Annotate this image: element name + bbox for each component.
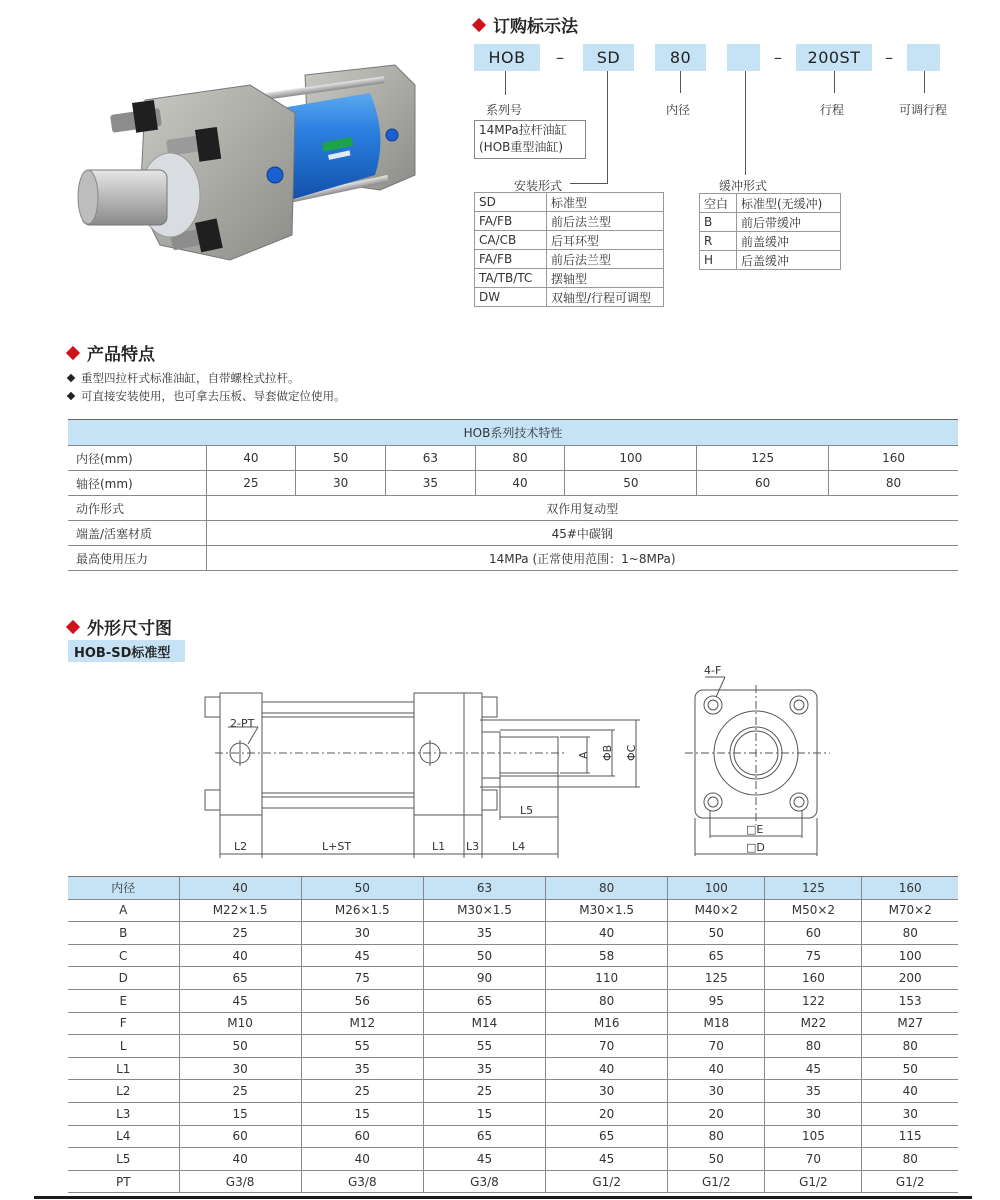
table-row: 端盖/活塞材质 45#中碳钢: [68, 521, 958, 546]
a-label: A: [577, 751, 590, 759]
table-row: CA/CB 后耳环型: [475, 231, 664, 250]
l5-label: L5: [520, 804, 534, 817]
label-bore: 内径: [666, 103, 691, 117]
tech-spec-table: [68, 419, 958, 571]
hydraulic-cylinder-photo: [70, 55, 430, 275]
code-box-adjustable-stroke: [907, 44, 940, 71]
table-row: B 前后带缓冲: [700, 213, 841, 232]
table-row: H 后盖缓冲: [700, 251, 841, 270]
table-row: PT G3/8 G3/8 G3/8 G1/2 G1/2 G1/2 G1/2: [68, 1170, 958, 1193]
dimensions-title-text: 外形尺寸图: [87, 619, 172, 639]
table-row: FA/FB 前后法兰型: [475, 250, 664, 269]
tech-table-header: [68, 420, 958, 446]
leader-line: [924, 71, 925, 93]
series-desc-line: 14MPa拉杆油缸: [479, 123, 567, 137]
table-row: DW 双轴型/行程可调型: [475, 288, 664, 307]
diamond-bullet-icon: [66, 619, 80, 633]
series-description-box: [474, 120, 586, 159]
mount-type-table: [474, 192, 664, 307]
feature-item: 可直接安装使用，也可拿去压板、导套做定位使用。: [68, 388, 346, 404]
label-series: 系列号: [486, 103, 523, 117]
table-row: L1 30 35 35 40 40 45 50: [68, 1057, 958, 1080]
mount-type-title: 安装形式: [514, 179, 563, 193]
code-box-cushion: [727, 44, 760, 71]
code-box-stroke: 200ST: [796, 44, 872, 71]
leader-line: [607, 71, 608, 183]
dimensions-title: [68, 614, 172, 639]
table-row: B 25 30 35 40 50 60 80: [68, 922, 958, 945]
table-row: TA/TB/TC 摆轴型: [475, 269, 664, 288]
table-row: 动作形式 双作用复动型: [68, 496, 958, 521]
lst-label: L+ST: [322, 840, 352, 853]
table-row: F M10 M12 M14 M16 M18 M22 M27: [68, 1012, 958, 1035]
code-dash: –: [885, 48, 893, 67]
front-view-drawing: [680, 660, 840, 860]
code-box-bore: 80: [655, 44, 706, 71]
side-view-drawing: [190, 680, 650, 860]
table-row: 空白 标准型(无缓冲): [700, 194, 841, 213]
leader-line: [834, 71, 835, 93]
table-row: E 45 56 65 80 95 122 153: [68, 989, 958, 1012]
c-label: ΦC: [625, 744, 638, 761]
table-row: FA/FB 前后法兰型: [475, 212, 664, 231]
table-row: L4 60 60 65 65 80 105 115: [68, 1125, 958, 1148]
features-title-text: 产品特点: [87, 345, 155, 365]
leader-line: [745, 71, 746, 175]
l4-label: L4: [512, 840, 526, 853]
f-label: 4-F: [704, 664, 722, 677]
pt-label: 2-PT: [230, 717, 255, 730]
table-row: SD 标准型: [475, 193, 664, 212]
code-box-mount: SD: [583, 44, 634, 71]
table-row: L 50 55 55 70 70 80 80: [68, 1035, 958, 1058]
table-row: D 65 75 90 110 125 160 200: [68, 967, 958, 990]
diamond-bullet-icon: [66, 345, 80, 359]
feature-item: 重型四拉杆式标准油缸，自带螺栓式拉杆。: [68, 370, 300, 386]
table-row: 最高使用压力 14MPa (正常使用范围：1~8MPa): [68, 546, 958, 571]
code-dash: –: [774, 48, 782, 67]
tech-table-title: HOB系列技术特性: [68, 420, 958, 446]
model-subtitle-tag: HOB-SD标准型: [68, 640, 185, 662]
bottom-rule: [34, 1196, 972, 1199]
code-dash: –: [556, 48, 564, 67]
leader-line: [680, 71, 681, 93]
table-row: L5 40 40 45 45 50 70 80: [68, 1148, 958, 1171]
bullet-icon: [67, 392, 75, 400]
series-desc-line: (HOB重型油缸): [479, 140, 564, 154]
cushion-type-table: [699, 193, 841, 270]
features-title: [68, 340, 155, 365]
table-row: 内径(mm) 40 50 63 80 100 125 160: [68, 446, 958, 471]
label-adjustable-stroke: 可调行程: [899, 103, 948, 117]
order-code-title-text: 订购标示法: [493, 17, 578, 37]
dimensions-table: [68, 876, 958, 1193]
l1-label: L1: [432, 840, 446, 853]
table-row: 轴径(mm) 25 30 35 40 50 60 80: [68, 471, 958, 496]
bullet-icon: [67, 374, 75, 382]
l2-label: L2: [234, 840, 248, 853]
l3-label: L3: [466, 840, 480, 853]
label-stroke: 行程: [820, 103, 845, 117]
order-code-title: [474, 12, 578, 37]
leader-line: [570, 183, 608, 184]
e-label: □E: [746, 823, 764, 836]
leader-line: [505, 71, 506, 95]
d-label: □D: [746, 841, 765, 854]
diamond-bullet-icon: [472, 17, 486, 31]
dims-table-header: 内径 40 50 63 80 100 125 160: [68, 877, 958, 900]
table-row: C 40 45 50 58 65 75 100: [68, 944, 958, 967]
table-row: L2 25 25 25 30 30 35 40: [68, 1080, 958, 1103]
code-box-series: HOB: [474, 44, 540, 71]
cushion-type-title: 缓冲形式: [719, 179, 768, 193]
table-row: R 前盖缓冲: [700, 232, 841, 251]
table-row: A M22×1.5 M26×1.5 M30×1.5 M30×1.5 M40×2 M50×2 M70×2: [68, 899, 958, 922]
table-row: L3 15 15 15 20 20 30 30: [68, 1102, 958, 1125]
b-label: ΦB: [601, 744, 614, 761]
